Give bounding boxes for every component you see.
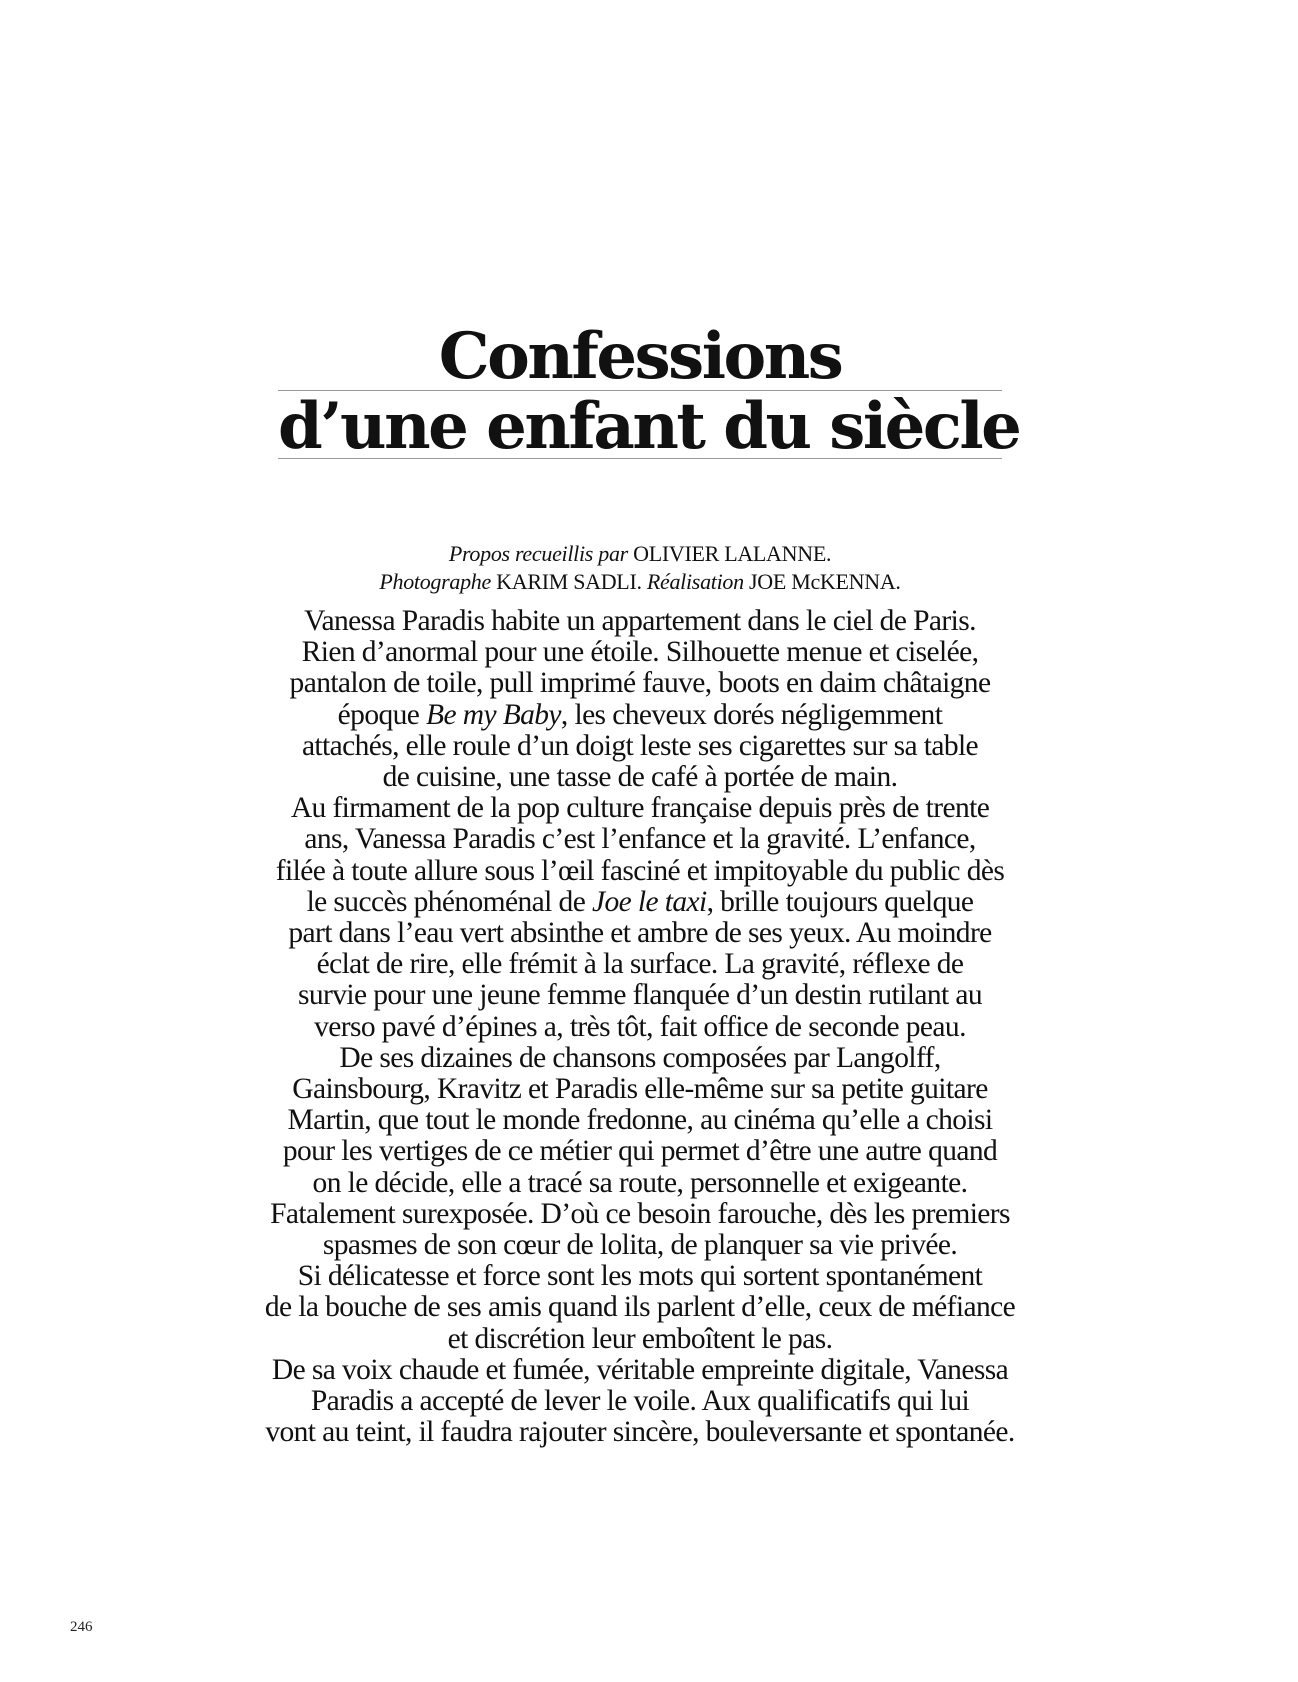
intro-line: Fatalement surexposée. D’où ce besoin farouche, dès les premiers — [270, 1197, 1010, 1230]
credit-name-styling: JOE McKENNA. — [749, 569, 901, 594]
intro-line — [200, 887, 1080, 918]
intro-line: pantalon de toile, pull imprimé fauve, boots en daim châtaigne — [289, 667, 991, 700]
intro-line — [200, 700, 1080, 731]
intro-line: part dans l’eau vert absinthe et ambre de ses yeux. Au moindre — [288, 917, 992, 950]
intro-line: attachés, elle roule d’un doigt leste ses cigarettes sur sa table — [301, 729, 979, 762]
credits-line-photo-styling — [200, 568, 1080, 596]
intro-line: De sa voix chaude et fumée, véritable empreinte digitale, Vanessa — [271, 1353, 1009, 1386]
intro-line: on le décide, elle a tracé sa route, personnelle et exigeante. — [312, 1166, 968, 1199]
title-line-2: d’une enfant du siècle — [278, 389, 1020, 464]
intro-line: vont au teint, il faudra rajouter sincère, bouleversante et spontanée. — [265, 1416, 1015, 1449]
intro-line: et discrétion leur emboîtent le pas. — [447, 1322, 833, 1355]
article-credits — [200, 540, 1080, 596]
page-number: 246 — [70, 1619, 93, 1635]
article-title — [278, 319, 1020, 464]
song-title-be-my-baby: Be my Baby — [426, 698, 561, 731]
intro-line: de la bouche de ses amis quand ils parlent d’elle, ceux de méfiance — [264, 1291, 1016, 1324]
credit-role-interview: Propos recueillis par — [448, 541, 628, 566]
intro-line: éclat de rire, elle frémit à la surface. La gravité, réflexe de — [316, 948, 964, 981]
intro-text: , les cheveux dorés négligemment — [560, 698, 943, 731]
intro-line: survie pour une jeune femme flanquée d’un destin rutilant au — [297, 979, 983, 1012]
intro-line: Paradis a accepté de lever le voile. Aux qualificatifs qui lui — [310, 1385, 970, 1418]
intro-line: Rien d’anormal pour une étoile. Silhouette menue et ciselée, — [301, 636, 979, 669]
credit-role-photographer: Photographe — [379, 569, 491, 594]
title-underline-1 — [278, 390, 1002, 391]
credits-line-interview — [200, 540, 1080, 568]
intro-line: Si délicatesse et force sont les mots qui sortent spontanément — [297, 1260, 983, 1293]
intro-line: pour les vertiges de ce métier qui permet d’être une autre quand — [282, 1135, 998, 1168]
credit-name-interview: OLIVIER LALANNE. — [633, 541, 832, 566]
intro-line: filée à toute allure sous l’œil fasciné et impitoyable du public dès — [275, 854, 1005, 887]
intro-text: époque — [337, 698, 427, 731]
intro-line: De ses dizaines de chansons composées par Langolff, — [339, 1041, 941, 1074]
intro-line: Vanessa Paradis habite un appartement dans le ciel de Paris. — [304, 605, 976, 637]
title-line-1: Confessions — [438, 319, 842, 394]
intro-line: spasmes de son cœur de lolita, de planquer sa vie privée. — [322, 1229, 958, 1262]
intro-line: de cuisine, une tasse de café à portée de main. — [382, 761, 898, 794]
intro-text: , brille toujours quelque — [706, 885, 974, 918]
intro-line: Gainsbourg, Kravitz et Paradis elle-même sur sa petite guitare — [292, 1073, 988, 1106]
intro-text: le succès phénoménal de — [306, 885, 592, 918]
intro-line: Martin, que tout le monde fredonne, au cinéma qu’elle a choisi — [287, 1104, 993, 1137]
song-title-joe-le-taxi: Joe le taxi — [591, 885, 707, 918]
title-underline-2 — [278, 458, 1002, 459]
intro-line: Au firmament de la pop culture française depuis près de trente — [290, 792, 990, 825]
intro-line: verso pavé d’épines a, très tôt, fait office de seconde peau. — [314, 1010, 966, 1043]
article-intro — [200, 606, 1080, 1448]
intro-line: ans, Vanessa Paradis c’est l’enfance et la gravité. L’enfance, — [304, 823, 976, 856]
credit-name-photographer: KARIM SADLI. — [496, 569, 642, 594]
credit-role-styling: Réalisation — [646, 569, 744, 594]
